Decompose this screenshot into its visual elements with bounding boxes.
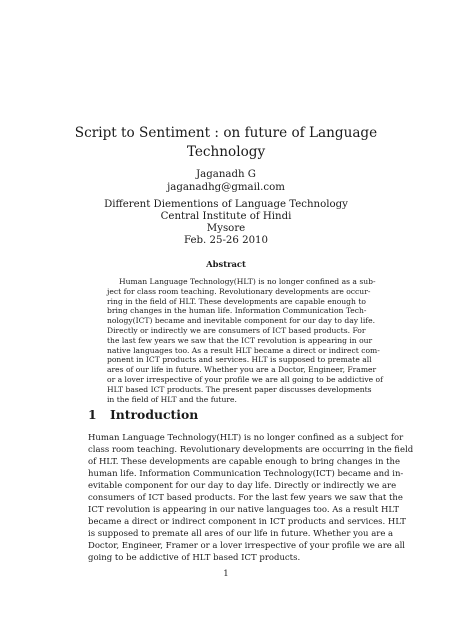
abstract-line: HLT based ICT products. The present paper discusses developments <box>107 384 372 394</box>
introduction-line: consumers of ICT based products. For the last few years we saw that the <box>88 493 403 504</box>
abstract-line: or a lover irrespective of your profile we are all going to be addictive of <box>107 374 383 384</box>
abstract-line: native languages too. As a result HLT became a direct or indirect com- <box>107 345 380 355</box>
abstract-line: ponent in ICT products and services. HLT is supposed to premate all <box>107 355 372 365</box>
abstract-heading: Abstract <box>206 259 246 269</box>
introduction-line: evitable component for our day to day life. Directly or indirectly we are <box>88 481 397 492</box>
abstract-body <box>107 277 383 404</box>
paper-title <box>60 124 392 162</box>
introduction-line: ICT revolution is appearing in our native languages too. As a result HLT <box>88 505 400 516</box>
affiliation-department: Different Diementions of Language Technology <box>104 199 348 210</box>
abstract-line: Directly or indirectly we are consumers of ICT based products. For <box>107 325 366 335</box>
abstract-line: bring changes in the human life. Information Communication Tech- <box>107 306 367 316</box>
affiliation-block <box>60 199 392 247</box>
introduction-line: class room teaching. Revolutionary developments are occurring in the field <box>88 445 414 456</box>
paper-title-line: Script to Sentiment : on future of Language <box>74 125 378 141</box>
conference-date: Feb. 25-26 2010 <box>183 235 269 246</box>
author-email: jaganadhg@gmail.com <box>167 182 285 193</box>
section-number: 1 <box>88 407 97 422</box>
introduction-body <box>88 432 414 565</box>
paper-title-line: Technology <box>186 144 266 160</box>
abstract-line: ject for class room teaching. Revolutionary developments are occur- <box>107 286 371 296</box>
affiliation-city: Mysore <box>206 223 246 234</box>
abstract-line: ares of our life in future. Whether you are a Doctor, Engineer, Framer <box>107 365 377 375</box>
introduction-line: became a direct or indirect component in ICT products and services. HLT <box>88 517 406 528</box>
abstract-line: Human Language Technology(HLT) is no longer confined as a sub- <box>119 277 376 286</box>
introduction-line: is supposed to premate all ares of our life in future. Whether you are a <box>88 529 394 540</box>
abstract-line: nology(ICT) became and inevitable component for our day to day life. <box>107 316 376 326</box>
affiliation-institute: Central Institute of Hindi <box>160 211 292 222</box>
introduction-line: of HLT. These developments are capable enough to bring changes in the <box>88 457 401 468</box>
author-block <box>60 168 392 194</box>
abstract-line: in the field of HLT and the future. <box>107 394 237 404</box>
section-title: Introduction <box>110 407 199 422</box>
abstract-line: the last few years we saw that the ICT revolution is appearing in our <box>107 335 373 345</box>
introduction-line: Human Language Technology(HLT) is no longer confined as a subject for <box>88 433 404 443</box>
introduction-line: Doctor, Engineer, Framer or a lover irrespective of your profile we are all <box>88 541 406 552</box>
introduction-line: going to be addictive of HLT based ICT products. <box>88 553 301 564</box>
section-heading-introduction <box>88 407 198 422</box>
introduction-line: human life. Information Communication Technology(ICT) became and in- <box>88 469 404 480</box>
abstract-line: ring in the field of HLT. These developments are capable enough to <box>107 296 366 306</box>
author-name: Jaganadh G <box>196 169 256 180</box>
page-number: 1 <box>223 569 229 579</box>
